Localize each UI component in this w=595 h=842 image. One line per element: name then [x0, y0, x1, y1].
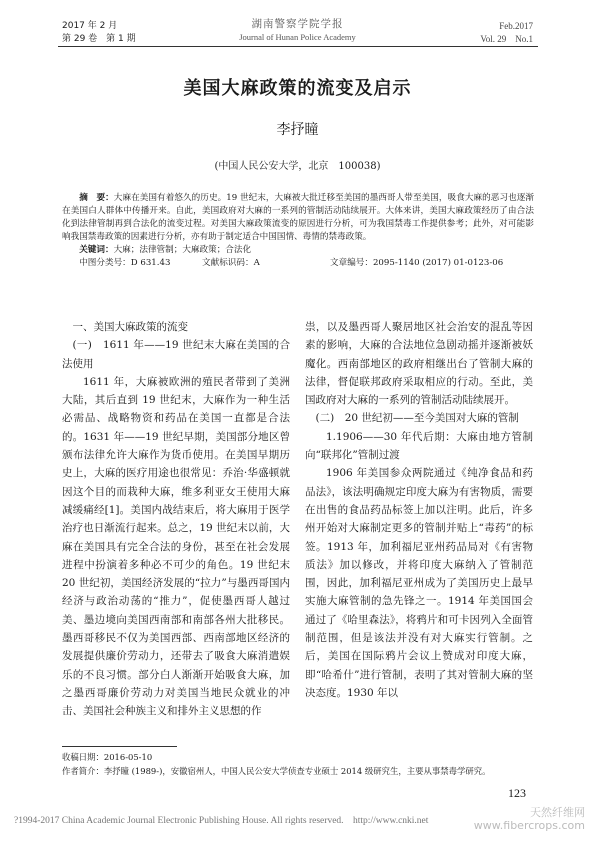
paragraph: 1611 年，大麻被欧洲的殖民者带到了美洲大陆，其后直到 19 世纪末，大麻作为一种生活必需品、战略物资和药品在美国一直都是合法的。1631 年——19 世纪早期，美国部分地区曾颁布法律允许大麻作为货币使用。在美国早期历史上，大麻的医疗用途也很常见：乔治·华盛顿就因这个目的而栽种大麻，维多利亚女王使用大麻减缓痛经[1]。美国内战结束后，将大麻用于医学治疗也日渐流行起来。总之，19 世纪末以前，大麻在美国具有完全合法的身份，甚至在社会发展进程中扮演着多种必不可少的角色。19 世纪末 20 世纪初，美国经济发展的“拉力”与墨西哥国内经济与政治动荡的“推力”，促使墨西哥人越过美、墨边境向美国西南部和南部各州大批移民。墨西哥移民不仅为美国西部、西南部地区经济的发展提供廉价劳动力，还带去了吸食大麻消遣娱乐的不良习惯。部分白人渐渐开始吸食大麻，加之墨西哥廉价劳动力对美国当地民众就业的冲击、美国社会种族主义和排外主义思想的作	[62, 375, 290, 718]
author-affiliation: (中国人民公安大学，北京 100038)	[214, 161, 381, 172]
abstract-body: 大麻在美国有着悠久的历史。19 世纪末，大麻被大批迁移至美国的墨西哥人带至美国，吸食大麻的恶习也逐渐在美国白人群体中传播开来。自此，美国政府对大麻的一系列的管制活动陆续展开。大体来讲，美国大麻政策经历了由合法化到法律管制再到合法化的流变过程。对美国大麻政策流变的原因进行分析，可为我国禁毒工作提供参考；此外，对可能影响我国禁毒政策的因素进行分析，亦有助于制定适合中国国情、毒情的禁毒政策。	[62, 193, 534, 242]
received-date: 收稿日期：2016-05-10	[62, 752, 153, 762]
author-bio: 作者简介：李抒瞳 (1989-)，安徽宿州人，中国人民公安大学侦查专业硕士 2014 级研究生，主要从事禁毒学研究。	[62, 766, 491, 776]
body-column-right	[305, 318, 533, 702]
page-number: 123	[508, 786, 526, 800]
subsection-heading: (二) 20 世纪初——至今美国对大麻的管制	[315, 412, 519, 425]
keywords-text: 大麻；法律管制；大麻政策；合法化	[113, 245, 252, 255]
article-number: 文章编号：2095-1140 (2017) 01-0123-06	[330, 258, 504, 268]
document-code: 文献标识码：A	[202, 258, 260, 268]
copyright-footer: ?1994-2017 China Academic Journal Electronic Publishing House. All rights reserved. http://www.cnki.net	[14, 816, 429, 826]
body-column-left	[62, 318, 290, 721]
clc-number: 中图分类号：D 631.43	[79, 258, 171, 268]
keywords-line	[62, 244, 534, 257]
paragraph-continued: 祟，以及墨西哥人聚居地区社会治安的混乱等因素的影响，大麻的合法地位急剧动摇并逐渐被妖魔化。西南部地区的政府相继出台了管制大麻的法律，督促联邦政府采取相应的行动。至此，美国政府对大麻的一系列的管制活动陆续展开。	[305, 321, 533, 407]
abstract-block	[62, 192, 534, 270]
issue-volume: 第 29 卷 第 1 期	[62, 34, 136, 44]
keywords-label: 关键词：	[79, 245, 114, 255]
issue-date: 2017 年 2 月	[62, 21, 118, 31]
sub-subsection-heading: 1.1906——30 年代后期：大麻由地方管制向“联邦化”管制过渡	[305, 430, 533, 462]
paper-author: 李抒瞳	[276, 122, 319, 138]
journal-name-en: Journal of Hunan Police Academy	[239, 32, 356, 42]
section-heading: 一、美国大麻政策的流变	[72, 321, 188, 333]
issue-date-en: Feb.2017	[499, 21, 533, 31]
header-rule	[58, 46, 538, 47]
abstract-label: 摘 要：	[79, 193, 114, 203]
classification-line	[62, 257, 534, 270]
paragraph: 1906 年美国参众两院通过《纯净食品和药品法》，该法明确规定印度大麻为有害物质，需要在出售的食品药品标签上加以注明。此后，许多州开始对大麻制定更多的管制并贴上“毒药”的标签。1913 年，加利福尼亚州药品局对《有害物质法》加以修改，并将印度大麻纳入了管制范围，因此，加利福尼亚州成为了美国历史上最早实施大麻管制的急先锋之一。1914 年美国国会通过了《哈里森法》，将鸦片和可卡因列入全面管制范围，但是该法并没有对大麻实行管制。之后，美国在国际鸦片会议上赞成对印度大麻，即“哈希什”进行管制，表明了其对管制大麻的坚决态度。1930 年以	[305, 467, 533, 699]
issue-volume-en: Vol. 29 No.1	[480, 34, 533, 44]
journal-name-cn: 湖南警察学院学报	[251, 18, 344, 30]
paper-title: 美国大麻政策的流变及启示	[183, 78, 412, 99]
abstract-text	[62, 192, 534, 244]
watermark: 天然纤维网 www.fibercrops.com	[473, 806, 585, 832]
footnote-rule	[62, 746, 177, 747]
subsection-heading: (一) 1611 年——19 世纪末大麻在美国的合法使用	[62, 339, 290, 370]
issue-info-right	[480, 20, 533, 46]
